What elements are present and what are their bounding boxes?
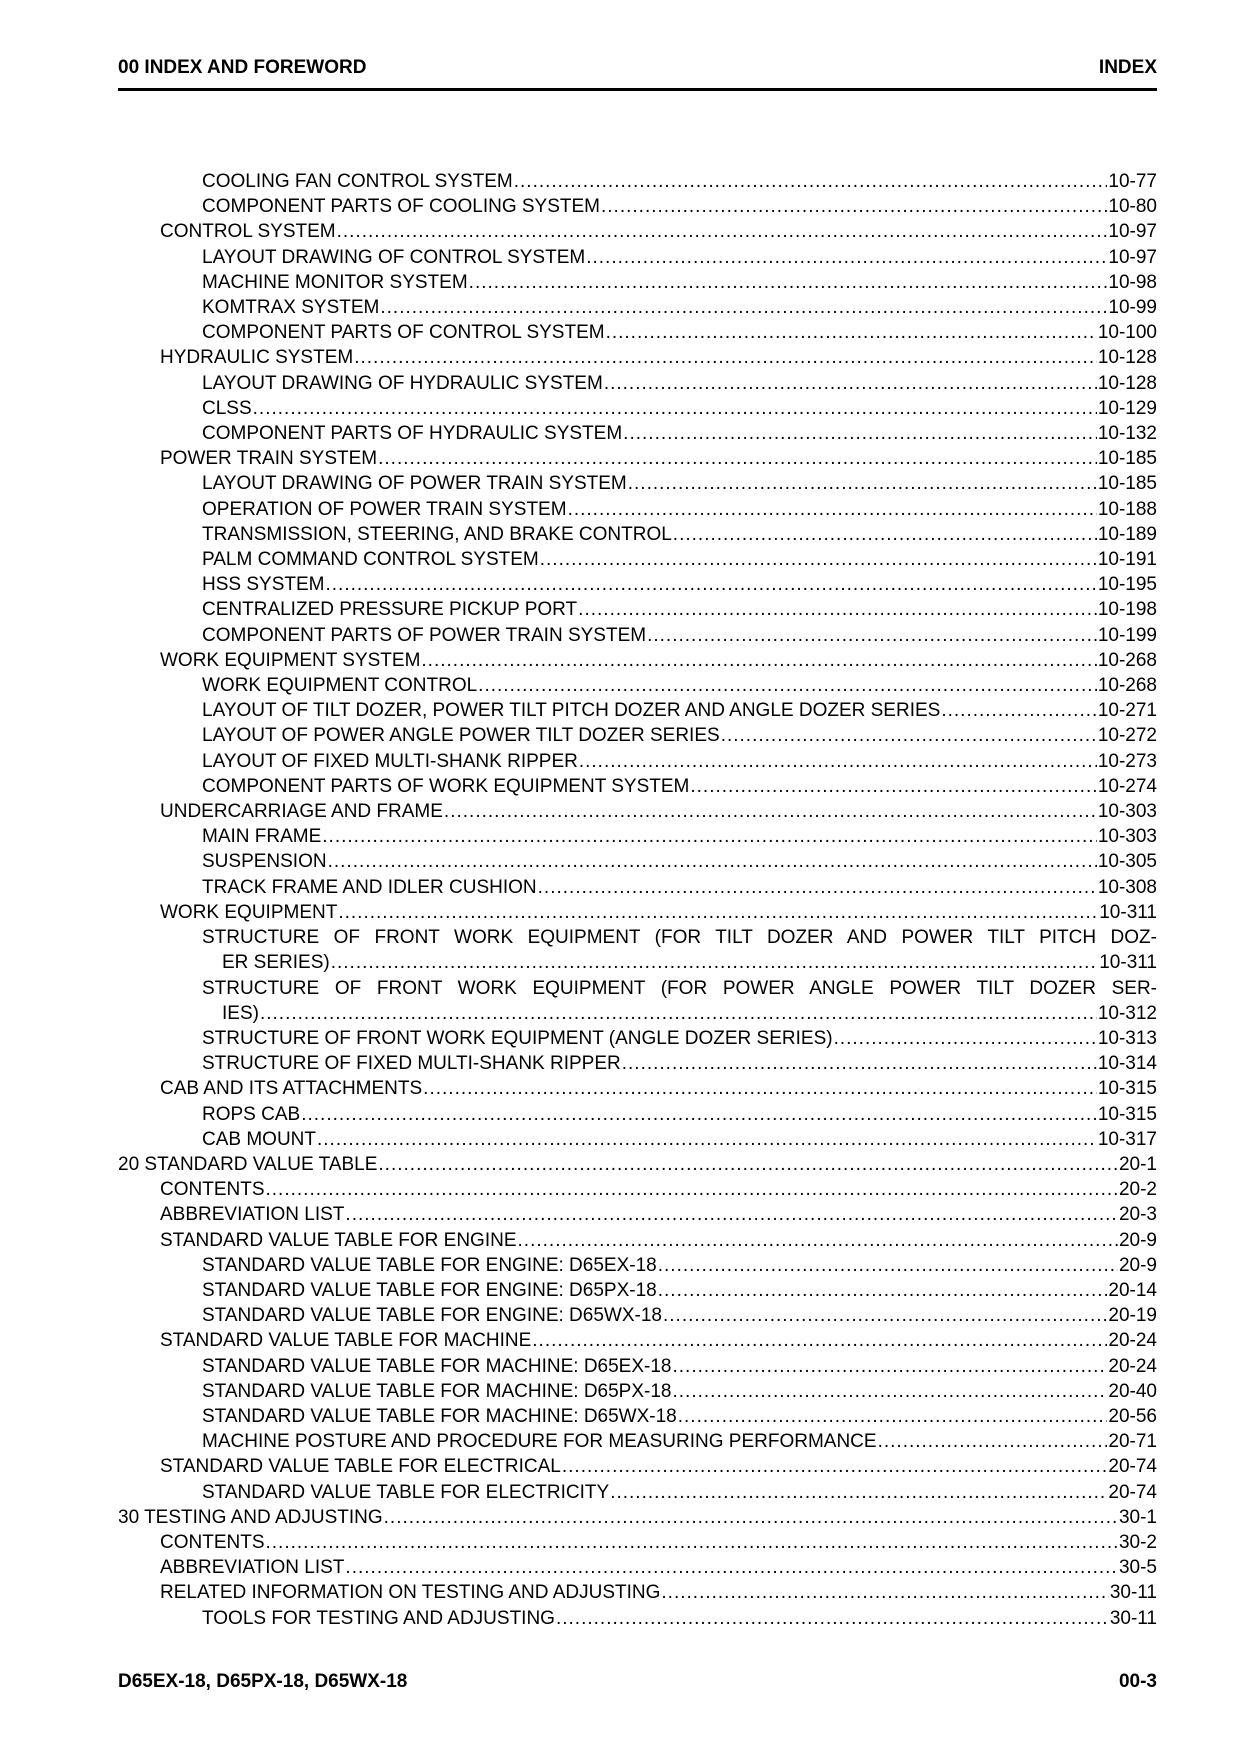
toc-entry[interactable] [118,295,1157,320]
toc-entry-page: 10-303 [1097,801,1157,823]
dot-leader [556,1606,1109,1631]
dot-leader [538,875,1097,900]
toc-entry[interactable] [118,1152,1157,1177]
dot-leader [721,723,1097,748]
dot-leader [384,1505,1118,1530]
toc-entry-page: 20-1 [1118,1153,1157,1175]
toc-entry-label: STANDARD VALUE TABLE FOR MACHINE: D65PX-18 [202,1380,672,1402]
dot-leader [354,345,1097,370]
toc-entry-page: 10-185 [1097,448,1157,470]
toc-entry-label: STANDARD VALUE TABLE FOR ENGINE: D65EX-18 [202,1254,657,1276]
toc-entry[interactable] [118,169,1157,194]
toc-entry[interactable] [118,849,1157,874]
toc-entry-label: SUSPENSION [202,851,327,873]
dot-leader [834,1026,1097,1051]
toc-entry[interactable] [118,723,1157,748]
header-section-title: 00 INDEX AND FOREWORD [118,57,367,78]
dot-leader [604,371,1097,396]
toc-entry-label: MACHINE POSTURE AND PROCEDURE FOR MEASURING PERFORMANCE [202,1431,877,1453]
toc-entry[interactable] [118,522,1157,547]
toc-entry[interactable] [118,1354,1157,1379]
toc-entry-page: 10-77 [1108,171,1157,192]
toc-entry[interactable] [118,925,1157,975]
toc-entry-page: 10-315 [1097,1103,1157,1125]
dot-leader [338,900,1098,925]
toc-entry[interactable] [118,219,1157,244]
toc-entry[interactable] [118,1051,1157,1076]
dot-leader [647,623,1097,648]
toc-entry-label: STANDARD VALUE TABLE FOR MACHINE [160,1330,532,1352]
dot-leader [266,1530,1118,1555]
dot-leader [260,1001,1097,1026]
toc-entry-label: RELATED INFORMATION ON TESTING AND ADJUSTING [160,1582,661,1604]
toc-entry-label: CONTENTS [160,1179,265,1201]
toc-entry-label: OPERATION OF POWER TRAIN SYSTEM [202,498,567,520]
toc-entry[interactable] [118,1328,1157,1353]
header-page-type: INDEX [1098,57,1157,78]
toc-entry-label: COMPONENT PARTS OF POWER TRAIN SYSTEM [202,624,647,646]
toc-entry[interactable] [118,673,1157,698]
page-header [118,56,1157,80]
toc-entry-label: MACHINE MONITOR SYSTEM [202,271,468,293]
toc-entry-page: 10-305 [1097,851,1157,873]
dot-leader [514,169,1108,194]
toc-entry-label: COOLING FAN CONTROL SYSTEM [202,171,513,192]
dot-leader [301,1102,1097,1127]
header-divider [118,88,1157,91]
toc-entry-label: CAB MOUNT [202,1128,316,1150]
toc-entry-label: STRUCTURE OF FRONT WORK EQUIPMENT (ANGLE DOZER SERIES) [202,1027,833,1049]
toc-entry-label: TRACK FRAME AND IDLER CUSHION [202,876,537,898]
toc-entry-label: HSS SYSTEM [202,574,325,596]
toc-entry-page: 10-314 [1097,1053,1157,1075]
dot-leader [628,471,1097,496]
toc-entry[interactable] [118,547,1157,572]
toc-entry-page: 10-268 [1097,675,1157,697]
toc-entry[interactable] [118,1102,1157,1127]
dot-leader [317,1127,1097,1152]
dot-leader [421,648,1096,673]
toc-entry[interactable] [118,1606,1157,1631]
toc-entry[interactable] [118,270,1157,295]
toc-entry-page: 10-98 [1108,271,1157,293]
dot-leader [532,1328,1107,1353]
toc-entry-page: 10-195 [1097,574,1157,596]
dot-leader [444,799,1097,824]
toc-entry-page: 10-97 [1108,246,1157,268]
page-footer [118,1670,1157,1694]
toc-entry-page: 20-40 [1108,1380,1157,1402]
toc-entry[interactable] [118,623,1157,648]
toc-entry-label: COMPONENT PARTS OF CONTROL SYSTEM [202,322,605,344]
toc-entry-page: 10-312 [1097,1002,1157,1024]
toc-entry-label: STRUCTURE OF FRONT WORK EQUIPMENT (FOR POWER ANGLE POWER TILT DOZER SER- [202,977,1157,999]
dot-leader [562,1454,1108,1479]
dot-leader [678,1404,1108,1429]
toc-entry-page: 10-80 [1108,196,1157,218]
toc-entry-label: KOMTRAX SYSTEM [202,297,380,319]
dot-leader [325,572,1096,597]
dot-leader [266,1177,1118,1202]
dot-leader [518,1228,1118,1253]
dot-leader [253,396,1097,421]
toc-entry[interactable] [118,1177,1157,1202]
toc-entry-page: 10-313 [1097,1027,1157,1049]
dot-leader [663,1303,1107,1328]
toc-entry-page: 10-272 [1097,725,1157,747]
toc-entry-page: 10-128 [1097,372,1157,394]
toc-entry-label: STANDARD VALUE TABLE FOR ELECTRICITY [202,1481,610,1503]
toc-entry[interactable] [118,345,1157,370]
toc-entry[interactable] [118,1505,1157,1530]
toc-entry-page: 10-128 [1097,347,1157,369]
dot-leader [690,774,1096,799]
toc-entry-page: 10-311 [1099,952,1157,974]
dot-leader [568,497,1097,522]
toc-entry-label: COMPONENT PARTS OF HYDRAULIC SYSTEM [202,423,623,445]
toc-entry[interactable] [118,1303,1157,1328]
toc-entry-page: 10-191 [1097,549,1157,571]
toc-entry-label: 30 TESTING AND ADJUSTING [118,1506,383,1528]
dot-leader [345,1555,1118,1580]
toc-entry-label: WORK EQUIPMENT CONTROL [202,675,478,697]
toc-entry-label: POWER TRAIN SYSTEM [160,448,378,470]
toc-entry-label: UNDERCARRIAGE AND FRAME [160,801,443,823]
dot-leader [578,597,1097,622]
toc-entry-page: 20-24 [1108,1330,1157,1352]
toc-entry-page: 10-132 [1097,423,1157,445]
toc-entry[interactable] [118,1555,1157,1580]
toc-entry[interactable] [118,572,1157,597]
toc-entry[interactable] [118,799,1157,824]
dot-leader [337,219,1108,244]
dot-leader [673,1354,1108,1379]
dot-leader [478,673,1097,698]
toc-entry[interactable] [118,194,1157,219]
toc-entry[interactable] [118,1480,1157,1505]
dot-leader [331,950,1099,975]
toc-entry-label: WORK EQUIPMENT [160,901,338,923]
toc-entry-page: 10-100 [1097,322,1157,344]
toc-entry-label: STANDARD VALUE TABLE FOR ENGINE: D65WX-18 [202,1305,662,1327]
table-of-contents [118,169,1157,1631]
toc-entry-page: 10-311 [1099,901,1157,923]
toc-entry-page: 10-268 [1097,649,1157,671]
dot-leader [378,446,1097,471]
toc-entry-label: LAYOUT OF FIXED MULTI-SHANK RIPPER [202,750,578,772]
toc-entry-label: TRANSMISSION, STEERING, AND BRAKE CONTROL [202,523,672,545]
toc-entry[interactable] [118,446,1157,471]
toc-entry-page: 10-273 [1097,750,1157,772]
toc-entry-page: 10-99 [1108,297,1157,319]
footer-page-number: 00-3 [1118,1671,1157,1692]
toc-entry[interactable] [118,245,1157,270]
toc-entry-page: 20-14 [1108,1279,1157,1301]
toc-entry-page: 20-74 [1108,1481,1157,1503]
toc-entry-label: LAYOUT OF TILT DOZER, POWER TILT PITCH DOZER AND ANGLE DOZER SERIES [202,700,941,722]
toc-entry-page: 20-2 [1118,1179,1157,1201]
toc-entry-label-continued: ER SERIES) [222,952,330,974]
toc-entry-label: HYDRAULIC SYSTEM [160,347,354,369]
toc-entry[interactable] [118,749,1157,774]
toc-entry-label: 20 STANDARD VALUE TABLE [118,1153,378,1175]
dot-leader [622,1051,1097,1076]
toc-entry-label: STANDARD VALUE TABLE FOR ELECTRICAL [160,1456,561,1478]
toc-entry-label: CLSS [202,397,252,419]
toc-entry-page: 10-97 [1108,221,1157,243]
toc-entry-label: STANDARD VALUE TABLE FOR MACHINE: D65EX-18 [202,1355,672,1377]
dot-leader [328,849,1097,874]
toc-entry-page: 20-9 [1118,1254,1157,1276]
toc-entry[interactable] [118,421,1157,446]
toc-entry-page: 20-74 [1108,1456,1157,1478]
toc-entry-page: 10-271 [1097,700,1157,722]
toc-entry-page: 20-19 [1108,1305,1157,1327]
toc-entry-page: 30-11 [1109,1582,1157,1604]
dot-leader [579,749,1097,774]
toc-entry[interactable] [118,875,1157,900]
toc-entry[interactable] [118,824,1157,849]
dot-leader [345,1202,1118,1227]
toc-entry-page: 20-71 [1108,1431,1157,1453]
dot-leader [610,1480,1107,1505]
toc-entry-page: 10-189 [1097,523,1157,545]
toc-entry[interactable] [118,471,1157,496]
toc-entry-page: 30-1 [1118,1506,1157,1528]
toc-entry[interactable] [118,497,1157,522]
toc-entry-label: COMPONENT PARTS OF WORK EQUIPMENT SYSTEM [202,775,690,797]
toc-entry[interactable] [118,371,1157,396]
toc-entry-label-continued: IES) [222,1002,259,1024]
toc-entry-page: 10-308 [1097,876,1157,898]
toc-entry-page: 10-199 [1097,624,1157,646]
dot-leader [606,320,1097,345]
toc-entry-label: LAYOUT DRAWING OF POWER TRAIN SYSTEM [202,473,627,495]
toc-entry-label: ABBREVIATION LIST [160,1204,345,1226]
dot-leader [469,270,1108,295]
toc-entry-label: PALM COMMAND CONTROL SYSTEM [202,549,539,571]
footer-model-names: D65EX-18, D65PX-18, D65WX-18 [118,1671,408,1692]
dot-leader [878,1429,1108,1454]
toc-entry-page: 20-9 [1118,1229,1157,1251]
toc-entry[interactable] [118,1253,1157,1278]
toc-entry-label: STRUCTURE OF FIXED MULTI-SHANK RIPPER [202,1053,621,1075]
toc-entry[interactable] [118,900,1157,925]
dot-leader [540,547,1097,572]
toc-entry-page: 20-56 [1108,1405,1157,1427]
toc-entry-label: COMPONENT PARTS OF COOLING SYSTEM [202,196,600,218]
toc-entry-label: WORK EQUIPMENT SYSTEM [160,649,421,671]
toc-entry[interactable] [118,1228,1157,1253]
toc-entry[interactable] [118,1127,1157,1152]
toc-entry-page: 10-274 [1097,775,1157,797]
toc-entry-page: 30-11 [1109,1607,1157,1629]
toc-entry-label: STRUCTURE OF FRONT WORK EQUIPMENT (FOR TILT DOZER AND POWER TILT PITCH DOZ- [202,927,1157,949]
toc-entry-page: 10-188 [1097,498,1157,520]
toc-entry-page: 10-315 [1097,1078,1157,1100]
dot-leader [673,1379,1108,1404]
toc-entry-label: STANDARD VALUE TABLE FOR MACHINE: D65WX-18 [202,1405,677,1427]
dot-leader [322,824,1097,849]
toc-entry-label: LAYOUT DRAWING OF HYDRAULIC SYSTEM [202,372,603,394]
toc-entry[interactable] [118,698,1157,723]
toc-entry[interactable] [118,976,1157,1026]
dot-leader [601,194,1107,219]
dot-leader [378,1152,1118,1177]
toc-entry-page: 10-317 [1097,1128,1157,1150]
dot-leader [380,295,1107,320]
toc-entry[interactable] [118,1379,1157,1404]
toc-entry[interactable] [118,1202,1157,1227]
toc-entry-label: MAIN FRAME [202,826,322,848]
toc-entry-page: 10-198 [1097,599,1157,621]
dot-leader [423,1076,1097,1101]
toc-entry-page: 10-129 [1097,397,1157,419]
toc-entry-label: LAYOUT OF POWER ANGLE POWER TILT DOZER SERIES [202,725,720,747]
dot-leader [673,522,1097,547]
toc-entry[interactable] [118,1530,1157,1555]
dot-leader [586,245,1107,270]
dot-leader [658,1253,1118,1278]
toc-entry[interactable] [118,1404,1157,1429]
toc-entry-label: LAYOUT DRAWING OF CONTROL SYSTEM [202,246,586,268]
toc-entry-label: ABBREVIATION LIST [160,1557,345,1579]
toc-entry-label: TOOLS FOR TESTING AND ADJUSTING [202,1607,555,1629]
toc-entry[interactable] [118,320,1157,345]
toc-entry-page: 20-3 [1118,1204,1157,1226]
toc-entry[interactable] [118,1454,1157,1479]
toc-entry-page: 10-303 [1097,826,1157,848]
dot-leader [661,1580,1108,1605]
toc-entry[interactable] [118,1026,1157,1051]
toc-entry[interactable] [118,1429,1157,1454]
toc-entry-label: CONTENTS [160,1531,265,1553]
toc-entry[interactable] [118,1076,1157,1101]
toc-entry[interactable] [118,648,1157,673]
toc-entry-label: CENTRALIZED PRESSURE PICKUP PORT [202,599,578,621]
toc-entry-label: CONTROL SYSTEM [160,221,336,243]
toc-entry-page: 20-24 [1108,1355,1157,1377]
toc-entry-label: STANDARD VALUE TABLE FOR ENGINE [160,1229,517,1251]
toc-entry-page: 10-185 [1097,473,1157,495]
toc-entry[interactable] [118,1278,1157,1303]
toc-entry[interactable] [118,774,1157,799]
dot-leader [658,1278,1108,1303]
toc-entry-label: CAB AND ITS ATTACHMENTS [160,1078,423,1100]
toc-entry-label: ROPS CAB [202,1103,301,1125]
toc-entry[interactable] [118,597,1157,622]
toc-entry-page: 30-5 [1118,1557,1157,1579]
dot-leader [941,698,1097,723]
toc-entry[interactable] [118,1580,1157,1605]
dot-leader [623,421,1097,446]
toc-entry[interactable] [118,396,1157,421]
toc-entry-page: 30-2 [1118,1531,1157,1553]
toc-entry-label: STANDARD VALUE TABLE FOR ENGINE: D65PX-18 [202,1279,657,1301]
